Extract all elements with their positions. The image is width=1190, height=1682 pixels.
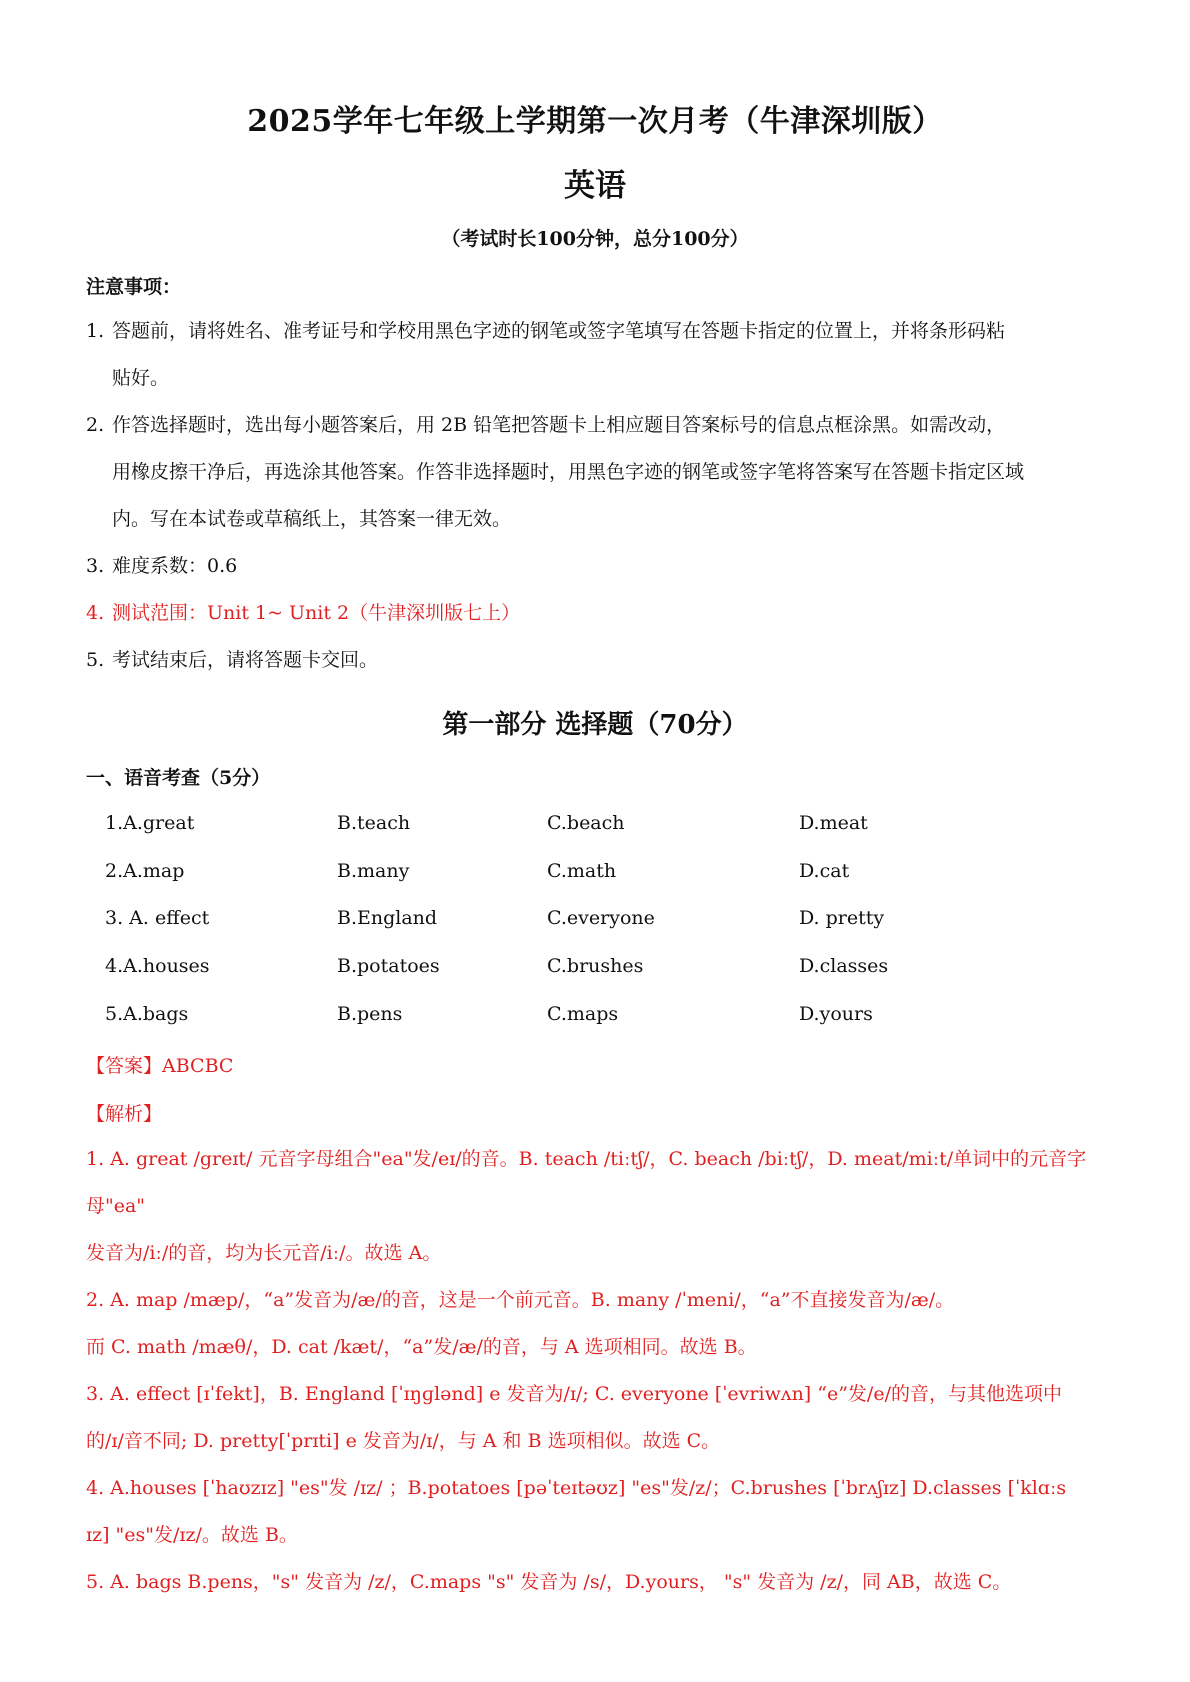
note-text: 考试结束后，请将答题卡交回。 <box>112 649 379 671</box>
option-b: B.teach <box>337 812 411 834</box>
option-a: 5.A.bags <box>105 1003 189 1025</box>
explanations <box>86 1136 1116 1606</box>
note-number: 5. <box>86 649 105 671</box>
option-d: D. pretty <box>799 907 885 929</box>
option-b: B.potatoes <box>337 955 440 977</box>
subject-title: 英语 <box>564 168 626 204</box>
part-heading: 一、语音考查（5分） <box>86 767 271 789</box>
explanation-line: 2. A. map /mæp/，“a”发音为/æ/的音，这是一个前元音。B. many /ˈmeni/，“a”不直接发音为/æ/。 <box>86 1289 955 1311</box>
option-c: C.beach <box>547 812 625 834</box>
option-b: B.England <box>337 907 438 929</box>
answer-key: 【答案】ABCBC <box>86 1055 234 1077</box>
section-title: 第一部分 选择题（70分） <box>442 710 748 740</box>
option-c: C.math <box>547 860 617 882</box>
note-number: 2. <box>86 414 105 436</box>
option-c: C.brushes <box>547 955 644 977</box>
explanation-line: ɪz] "es"发/ɪz/。故选 B。 <box>86 1524 298 1546</box>
explanation-line: 发音为/iː/的音，均为长元音/iː/。故选 A。 <box>86 1242 442 1264</box>
note-number: 3. <box>86 555 105 577</box>
note-number: 4. <box>86 602 105 624</box>
note-text: 难度系数：0.6 <box>112 555 238 577</box>
exam-title: 2025学年七年级上学期第一次月考（牛津深圳版） <box>247 104 943 139</box>
explanation-line: 的/ɪ/音不同; D. pretty[ˈprɪti] e 发音为/ɪ/，与 A 和 B 选项相似。故选 C。 <box>86 1430 721 1452</box>
option-a: 1.A.great <box>105 812 195 834</box>
option-b: B.many <box>337 860 410 882</box>
note-text-continued: 用橡皮擦干净后，再选涂其他答案。作答非选择题时，用黑色字迹的钢笔或签字笔将答案写在答题卡指定区域 <box>112 461 1025 483</box>
notes-heading: 注意事项： <box>86 276 182 298</box>
explanation-line: 3. A. effect [ɪˈfekt]，B. England [ˈɪŋɡlənd] e 发音为/ɪ/; C. everyone [ˈevriwʌn] “e”发/e/的音，与其他选项中 <box>86 1383 1062 1405</box>
note-item-2 <box>86 402 1116 543</box>
note-item-1 <box>86 308 1116 402</box>
option-b: B.pens <box>337 1003 403 1025</box>
option-a: 4.A.houses <box>105 955 210 977</box>
option-a: 2.A.map <box>105 860 185 882</box>
option-d: D.classes <box>799 955 889 977</box>
explanation-line: 5. A. bags B.pens，"s" 发音为 /z/，C.maps "s" 发音为 /s/，D.yours， "s" 发音为 /z/，同 AB，故选 C。 <box>86 1571 1012 1593</box>
question-row <box>0 860 1190 890</box>
note-item-4 <box>86 590 1116 637</box>
option-c: C.maps <box>547 1003 619 1025</box>
exam-duration: （考试时长100分钟，总分100分） <box>441 228 749 250</box>
note-text-continued: 内。写在本试卷或草稿纸上，其答案一律无效。 <box>112 508 512 530</box>
question-row <box>0 955 1190 985</box>
option-d: D.yours <box>799 1003 873 1025</box>
note-number: 1. <box>86 320 105 342</box>
option-a: 3. A. effect <box>105 907 210 929</box>
note-item-5 <box>86 637 1116 684</box>
option-c: C.everyone <box>547 907 655 929</box>
option-d: D.cat <box>799 860 850 882</box>
explanation-line: 4. A.houses [ˈhaʊzɪz] "es"发 /ɪz/ ；B.potatoes [pəˈteɪtəʊz] "es"发/z/；C.brushes [ˈbrʌʃɪz] D.classes [ˈklɑːs <box>86 1477 1067 1499</box>
question-row <box>0 1003 1190 1033</box>
note-text: 测试范围：Unit 1~ Unit 2（牛津深圳版七上） <box>112 602 521 624</box>
question-row <box>0 812 1190 842</box>
note-text: 作答选择题时，选出每小题答案后，用 2B 铅笔把答题卡上相应题目答案标号的信息点框涂黑。如需改动， <box>112 414 1006 436</box>
explanation-line: 而 C. math /mæθ/，D. cat /kæt/，“a”发/æ/的音，与 A 选项相同。故选 B。 <box>86 1336 757 1358</box>
analysis-heading: 【解析】 <box>86 1103 163 1125</box>
note-text: 答题前，请将姓名、准考证号和学校用黑色字迹的钢笔或签字笔填写在答题卡指定的位置上，并将条形码粘 <box>112 320 1006 342</box>
note-text-continued: 贴好。 <box>112 367 170 389</box>
note-item-3 <box>86 543 1116 590</box>
question-row <box>0 907 1190 937</box>
explanation-line: 1. A. great /greɪt/ 元音字母组合"ea"发/eɪ/的音。B. teach /tiːtʃ/，C. beach /biːtʃ/，D. meat/miːt/单词中的元音字母"ea" <box>86 1148 1087 1217</box>
option-d: D.meat <box>799 812 868 834</box>
